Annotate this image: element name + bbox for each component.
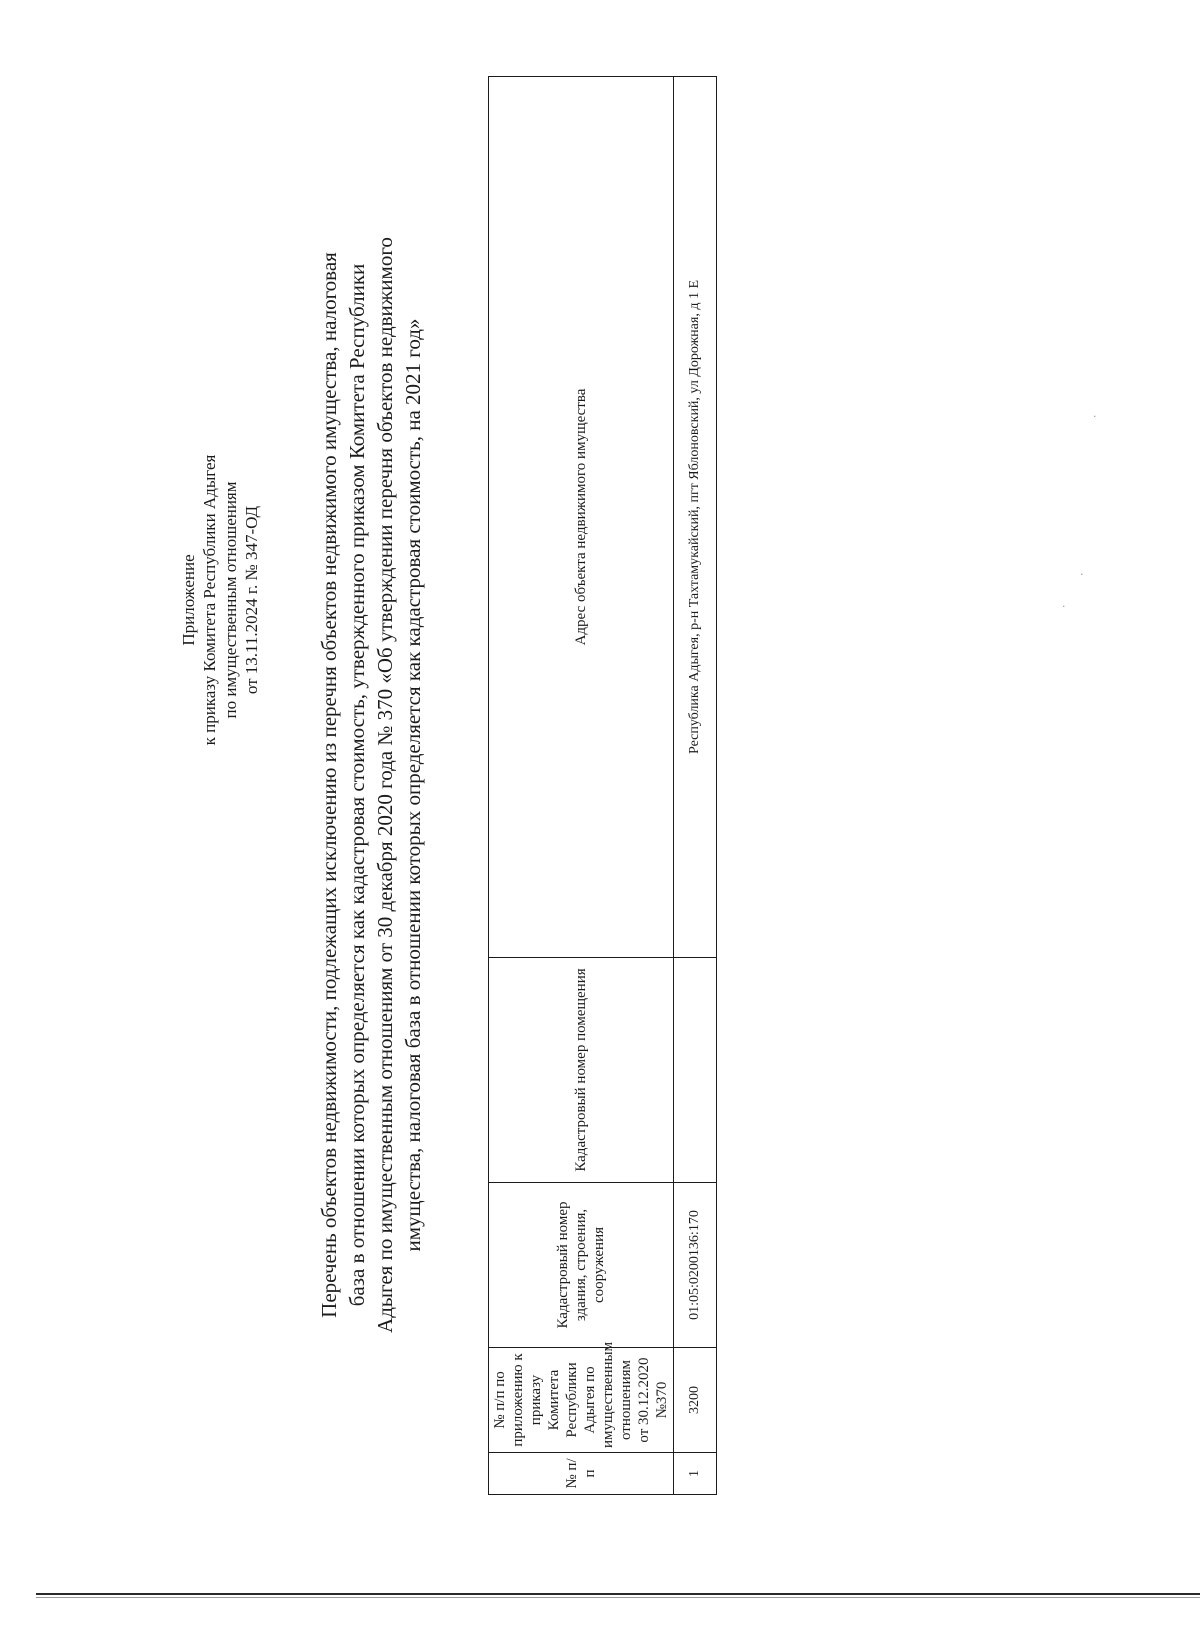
header-ref: № п/п по приложению к приказу Комитета Республики Адыгея по имущественным отношениям от 30.12.2020 №370 <box>489 1348 674 1453</box>
scan-speck: · <box>1093 410 1097 423</box>
scan-speck: · <box>1080 568 1084 581</box>
appendix-line: от 13.11.2024 г. № 347-ОД <box>242 505 261 695</box>
cell-address: Республика Адыгея, р-н Тахтамукайский, пгт Яблоновский, ул Дорожная, д 1 Е <box>674 77 717 958</box>
bottom-scan-border <box>36 1593 1200 1595</box>
property-table <box>488 76 717 1495</box>
bottom-scan-border-shadow <box>36 1597 1200 1598</box>
cell-building-cadastral: 01:05:0200136:170 <box>674 1183 717 1348</box>
cell-no: 1 <box>674 1453 717 1495</box>
header-no: № п/п <box>489 1453 674 1495</box>
title-line: Адыгея по имущественным отношениям от 30 декабря 2020 года № 370 «Об утверждении перечня объектов недвижимого <box>373 237 397 1333</box>
title-line: имущества, налоговая база в отношении которых определяется как кадастровая стоимость, на 2021 год» <box>401 318 425 1252</box>
document-title <box>315 135 427 1435</box>
header-address: Адрес объекта недвижимого имущества <box>489 77 674 958</box>
cell-ref: 3200 <box>674 1348 717 1453</box>
appendix-header <box>178 350 262 850</box>
scan-speck: · <box>1062 600 1066 613</box>
header-premises-cadastral: Кадастровый номер помещения <box>489 958 674 1183</box>
title-line: база в отношении которых определяется как кадастровая стоимость, утвержденного приказом Комитета Республики <box>345 263 369 1307</box>
title-line: Перечень объектов недвижимости, подлежащих исключению из перечня объектов недвижимого имущества, налоговая <box>317 252 341 1318</box>
appendix-line: Приложение <box>179 554 198 646</box>
table-header-row <box>489 77 674 1495</box>
appendix-line: к приказу Комитета Республики Адыгея <box>200 454 219 746</box>
appendix-line: по имущественным отношениям <box>221 481 240 719</box>
cell-premises-cadastral <box>674 958 717 1183</box>
table-row <box>674 77 717 1495</box>
rotated-landscape-content <box>0 40 760 1540</box>
header-building-cadastral: Кадастровый номер здания, строения, сооружения <box>489 1183 674 1348</box>
